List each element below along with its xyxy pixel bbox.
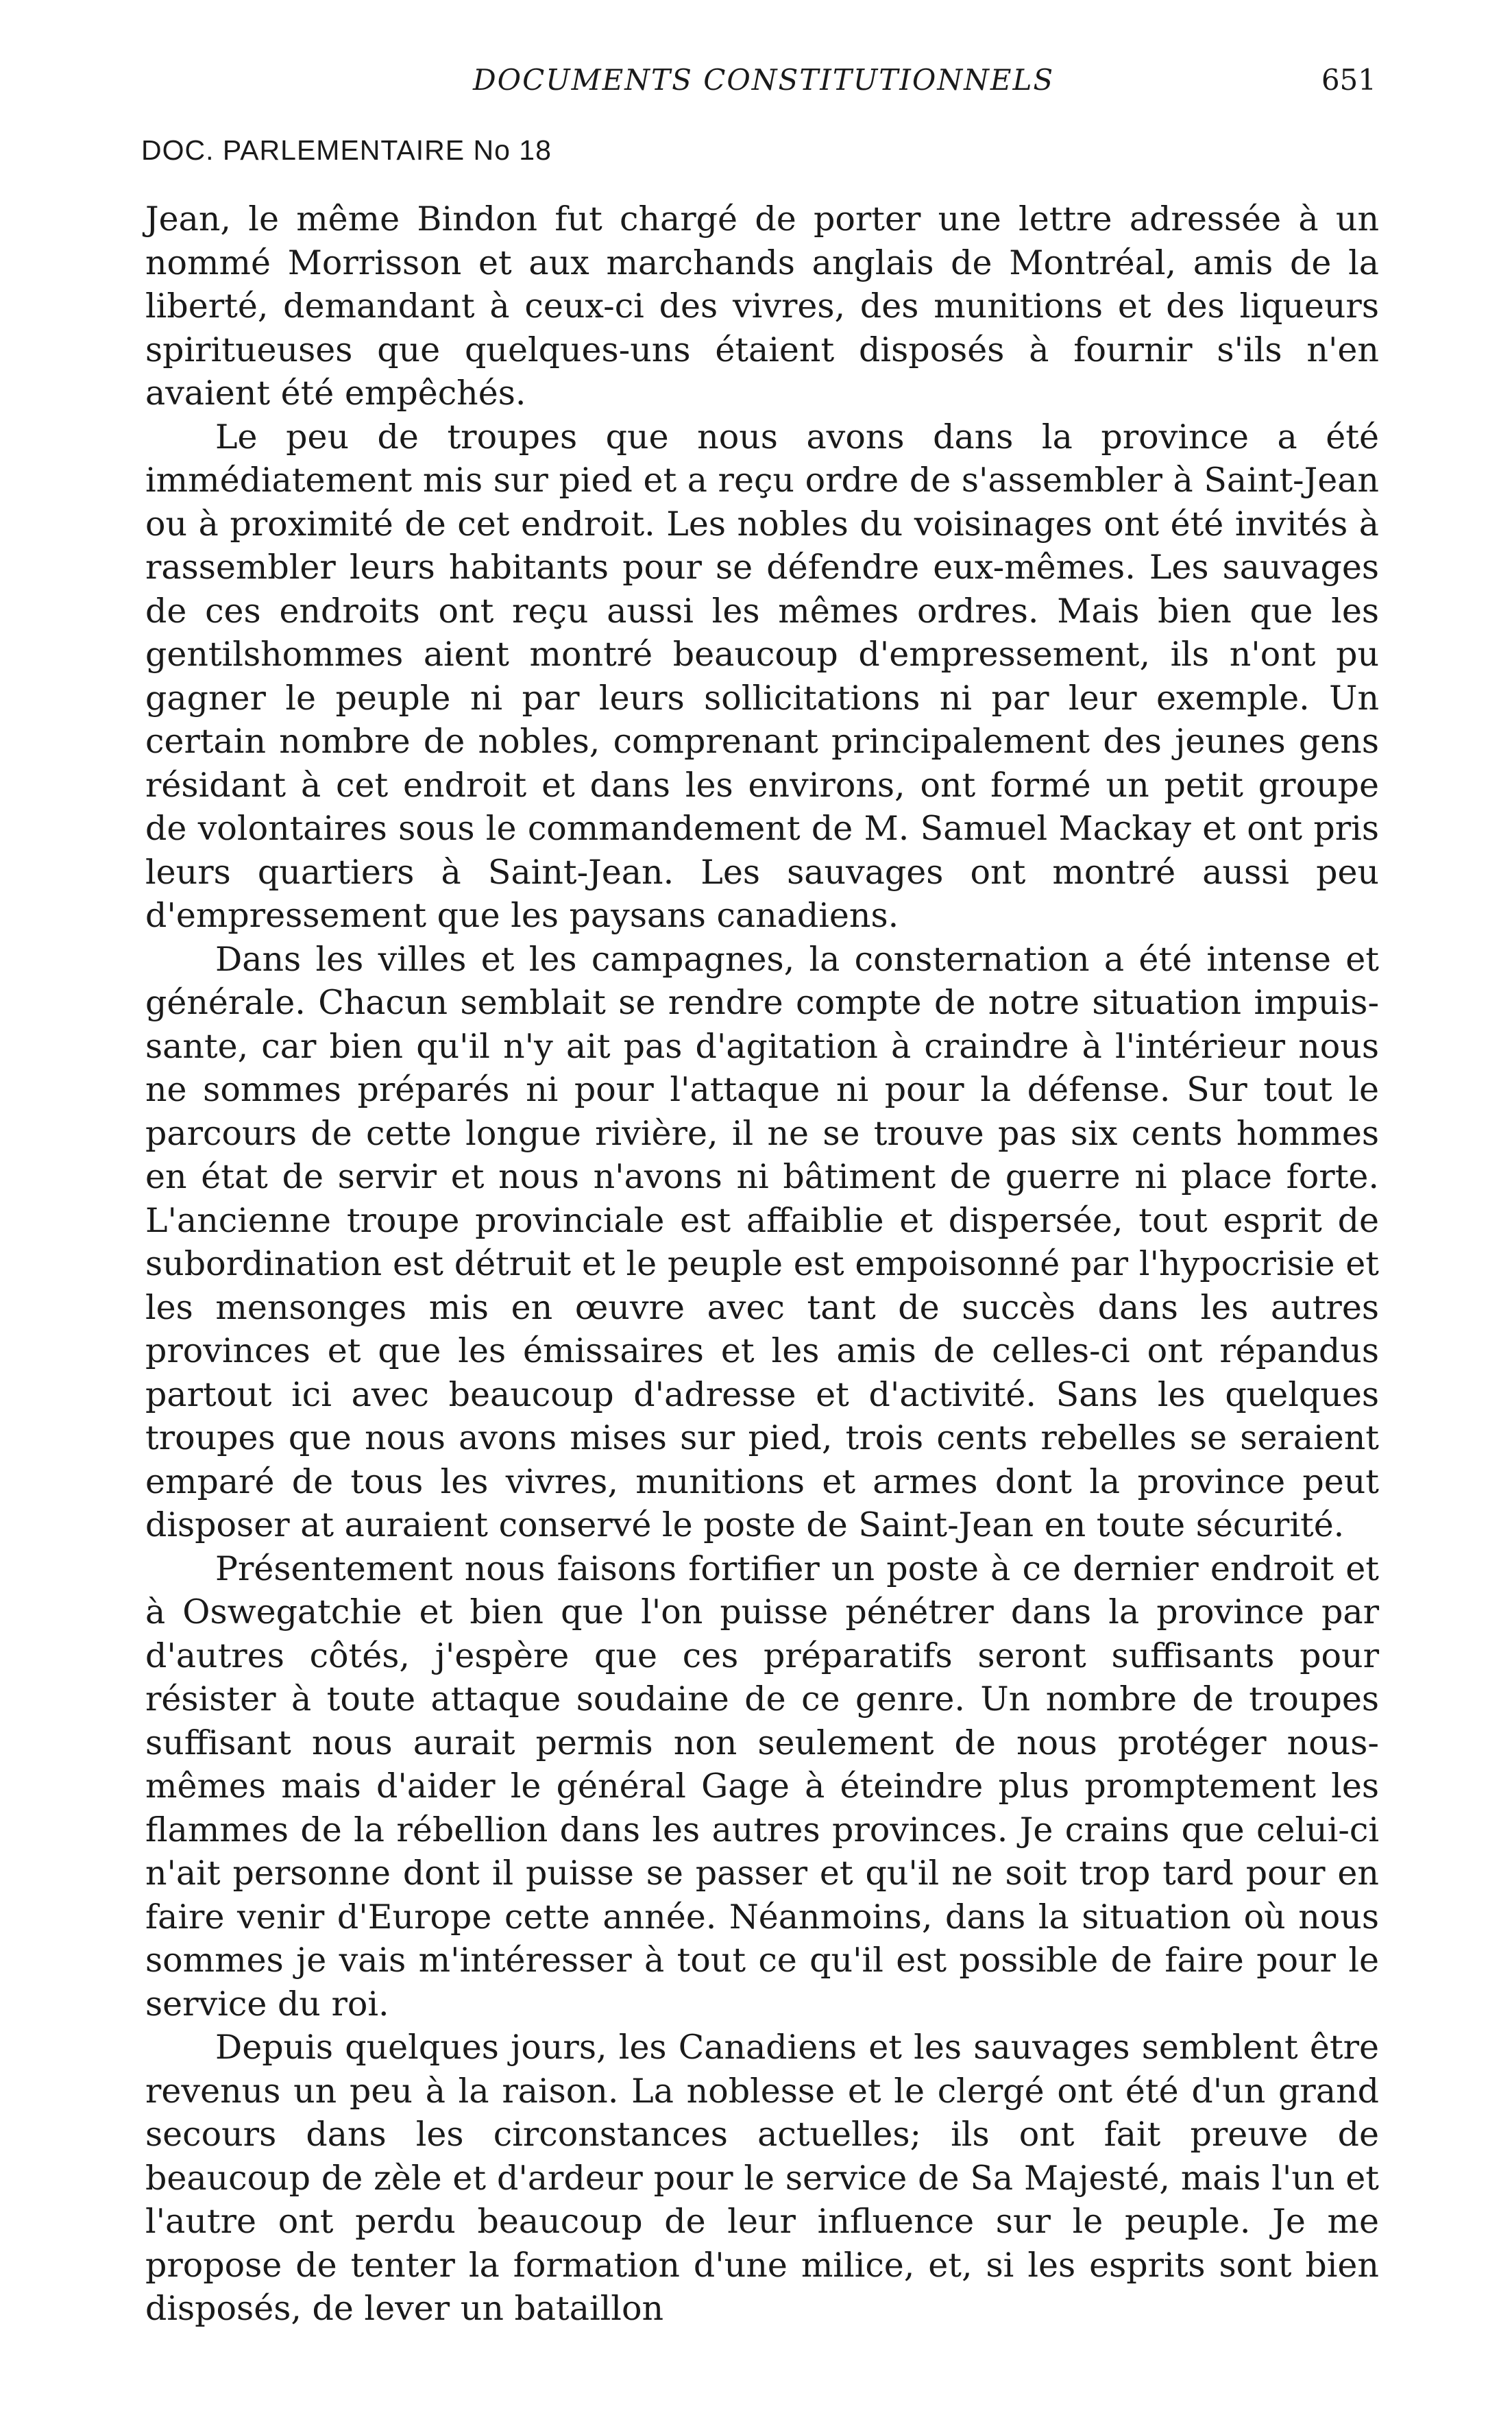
- paragraph-4: Présentement nous faisons fortifier un poste à ce dernier endroit et à Oswegatchie et bien que l'on puisse pénétrer dans la province par d'autres côtés, j'espère que ces préparatifs seront suffisants pour résister à toute attaque soudaine de ce genre. Un nombre de troupes suffisant nous aurait permis non seulement de nous protéger nous-mêmes mais d'aider le général Gage à éteindre plus promptement les flammes de la rébellion dans les autres provinces. Je crains que celui-ci n'ait personne dont il puisse se passer et qu'il ne soit trop tard pour en faire venir d'Europe cette année. Néanmoins, dans la situation où nous sommes je vais m'intéresser à tout ce qu'il est possible de faire pour le service du roi.: [145, 1549, 1379, 2024]
- paragraph-3: Dans les villes et les campagnes, la consternation a été intense et générale. Chacun semblait se rendre compte de notre situation impuissante, car bien qu'il n'y ait pas d'agitation à craindre à l'intérieur nous ne sommes préparés ni pour l'attaque ni pour la défense. Sur tout le parcours de cette longue rivière, il ne se trouve pas six cents hommes en état de servir et nous n'avons ni bâtiment de guerre ni place forte. L'ancienne troupe provinciale est affaiblie et dispersée, tout esprit de subordination est détruit et le peuple est empoisonné par l'hypocrisie et les mensonges mis en œuvre avec tant de succès dans les autres provinces et que les émissaires et les amis de celles-ci ont répandus partout ici avec beaucoup d'adresse et d'activité. Sans les quelques troupes que nous avons mises sur pied, trois cents rebelles se seraient emparé de tous les vivres, munitions et armes dont la province peut disposer at auraient conservé le poste de Saint-Jean en toute sécurité.: [145, 939, 1379, 1544]
- paragraph-2: Le peu de troupes que nous avons dans la province a été immédiatement mis sur pied et a reçu ordre de s'assembler à Saint-Jean ou à proximité de cet endroit. Les nobles du voisinages ont été invités à rassembler leurs habitants pour se défendre eux-mêmes. Les sauvages de ces endroits ont reçu aussi les mêmes ordres. Mais bien que les gentilshommes aient montré beaucoup d'empressement, ils n'ont pu gagner le peuple ni par leurs sollicitations ni par leur exemple. Un certain nombre de nobles, comprenant principalement des jeunes gens résidant à cet endroit et dans les environs, ont formé un petit groupe de volontaires sous le commandement de M. Samuel Mackay et ont pris leurs quartiers à Saint-Jean. Les sauvages ont montré aussi peu d'empressement que les paysans canadiens.: [145, 417, 1379, 935]
- running-head: [0, 63, 1512, 104]
- page-number: 651: [1321, 63, 1376, 97]
- paragraph-1: Jean, le même Bindon fut chargé de porter une lettre adressée à un nommé Morrisson et aux marchands anglais de Montréal, amis de la liberté, demandant à ceux-ci des vivres, des munitions et des liqueurs spiritueuses que quelques-uns étaient disposés à fournir s'ils n'en avaient été empêchés.: [145, 199, 1379, 413]
- body-text: [145, 197, 1379, 2331]
- document-label: DOC. PARLEMENTAIRE No 18: [141, 134, 552, 166]
- running-title: DOCUMENTS CONSTITUTIONNELS: [473, 63, 1055, 97]
- paragraph-5: Depuis quelques jours, les Canadiens et les sauvages semblent être revenus un peu à la raison. La noblesse et le clergé ont été d'un grand secours dans les circonstances actuelles; ils ont fait preuve de beaucoup de zèle et d'ardeur pour le service de Sa Majesté, mais l'un et l'autre ont perdu beaucoup de leur influence sur le peuple. Je me propose de tenter la formation d'une milice, et, si les esprits sont bien disposés, de lever un bataillon: [145, 2028, 1379, 2328]
